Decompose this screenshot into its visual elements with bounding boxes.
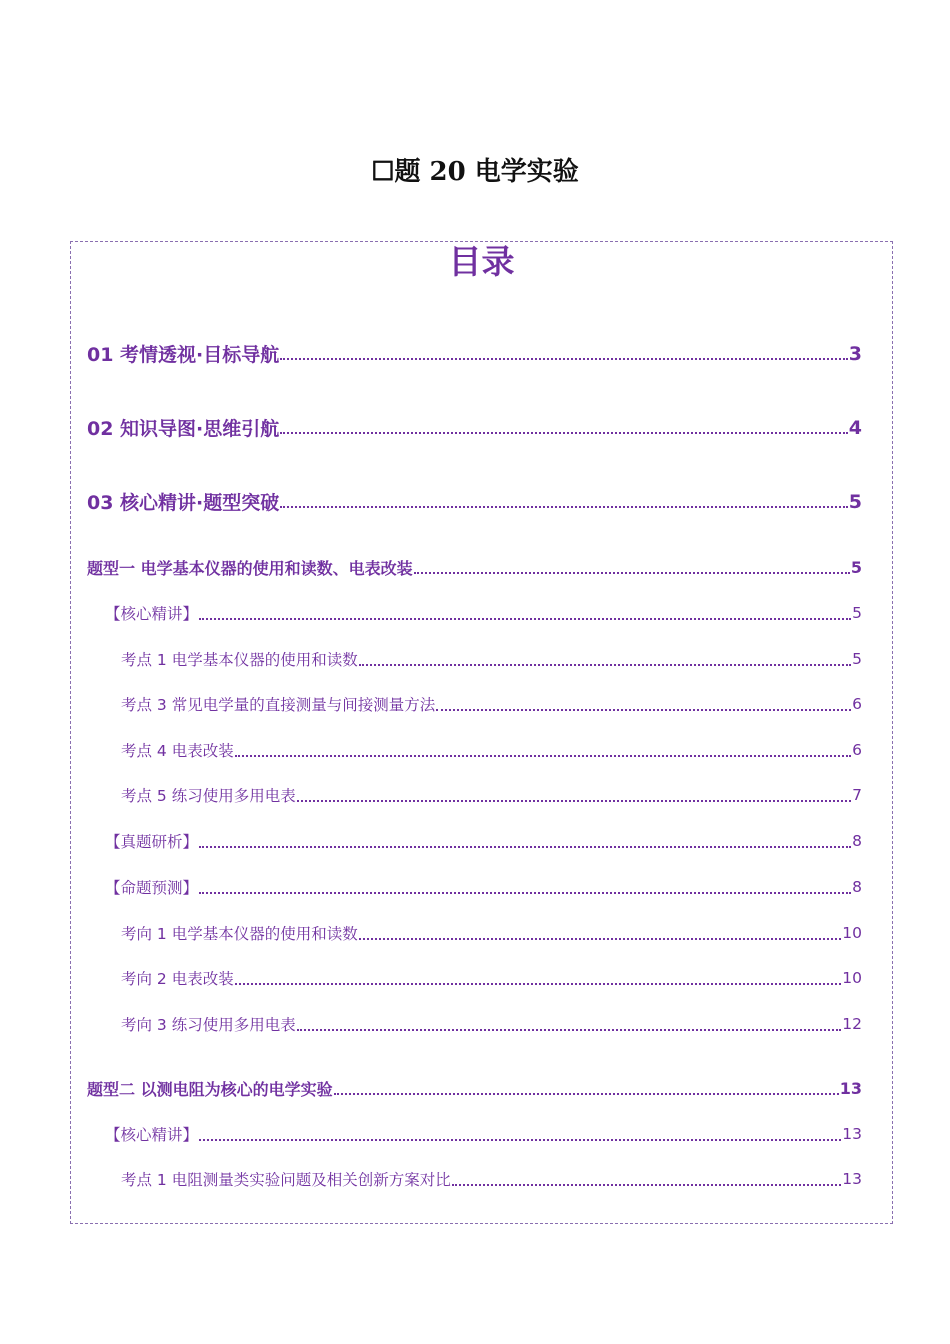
toc-dot-leader: [297, 799, 851, 802]
toc-entry[interactable]: [87, 1168, 862, 1190]
toc-dot-leader: [414, 571, 850, 574]
toc-entry-page: 12: [842, 1015, 862, 1033]
toc-entry-label: 【命题预测】: [105, 879, 199, 897]
toc-entry[interactable]: [87, 876, 862, 898]
toc-entry-page: 3: [848, 342, 862, 365]
toc-entry-page: 5: [852, 650, 862, 668]
toc-entry-page: 5: [848, 490, 862, 513]
toc-entry-page: 8: [852, 832, 862, 850]
toc-dot-leader: [452, 1183, 842, 1186]
toc-entry-label: 01 考情透视·目标导航: [87, 344, 280, 366]
toc-entry[interactable]: [87, 1123, 862, 1145]
toc-entry-page: 10: [842, 924, 862, 942]
toc-dot-leader: [199, 891, 851, 894]
toc-dot-leader: [199, 1138, 841, 1141]
toc-entry-page: 10: [842, 969, 862, 987]
toc-entry-label: 考向 3 练习使用多用电表: [121, 1016, 296, 1034]
toc-dot-leader: [359, 937, 842, 940]
toc-entry[interactable]: [87, 340, 862, 367]
toc-entry[interactable]: [87, 414, 862, 441]
toc-entry[interactable]: [87, 1077, 862, 1100]
toc-entry-label: 考点 1 电学基本仪器的使用和读数: [121, 651, 358, 669]
toc-dot-leader: [280, 431, 847, 434]
table-of-contents: [70, 241, 893, 1224]
toc-dot-leader: [334, 1092, 839, 1095]
toc-entry-page: 6: [852, 741, 862, 759]
toc-dot-leader: [280, 505, 847, 508]
toc-entry-page: 13: [839, 1079, 862, 1098]
toc-entry[interactable]: [87, 648, 862, 670]
toc-dot-leader: [436, 708, 851, 711]
toc-entry[interactable]: [87, 556, 862, 579]
toc-dot-leader: [199, 845, 851, 848]
toc-entry[interactable]: [87, 830, 862, 852]
toc-entry[interactable]: [87, 784, 862, 806]
toc-entry[interactable]: [87, 488, 862, 515]
toc-dot-leader: [359, 663, 851, 666]
toc-entry-label: 【核心精讲】: [105, 1126, 199, 1144]
toc-dot-leader: [199, 617, 851, 620]
toc-entry-label: 03 核心精讲·题型突破: [87, 492, 280, 514]
toc-entry-label: 考向 2 电表改装: [121, 970, 234, 988]
toc-dot-leader: [235, 982, 842, 985]
toc-entry-page: 13: [842, 1125, 862, 1143]
toc-entry[interactable]: [87, 922, 862, 944]
toc-entry-label: 考点 4 电表改装: [121, 742, 234, 760]
toc-dot-leader: [280, 357, 847, 360]
toc-dot-leader: [297, 1028, 842, 1031]
toc-entry-label: 02 知识导图·思维引航: [87, 418, 280, 440]
toc-entry-page: 4: [848, 416, 862, 439]
toc-entry-page: 5: [852, 604, 862, 622]
toc-entry[interactable]: [87, 693, 862, 715]
toc-entry-page: 5: [850, 558, 862, 577]
toc-entry-label: 考点 3 常见电学量的直接测量与间接测量方法: [121, 696, 436, 714]
document-title: ☐题 20 电学实验: [371, 157, 579, 187]
toc-entry[interactable]: [87, 967, 862, 989]
toc-entry[interactable]: [87, 1013, 862, 1035]
toc-entry-label: 考点 5 练习使用多用电表: [121, 787, 296, 805]
toc-entry[interactable]: [87, 739, 862, 761]
toc-heading: 目录: [448, 242, 515, 281]
toc-entry-page: 13: [842, 1170, 862, 1188]
toc-entry[interactable]: [87, 602, 862, 624]
toc-entry-page: 8: [852, 878, 862, 896]
toc-entry-page: 6: [852, 695, 862, 713]
toc-dot-leader: [235, 754, 851, 757]
toc-entry-label: 题型一 电学基本仪器的使用和读数、电表改装: [87, 559, 413, 578]
toc-entry-label: 【真题研析】: [105, 833, 199, 851]
toc-entry-label: 考向 1 电学基本仪器的使用和读数: [121, 925, 358, 943]
toc-entry-label: 考点 1 电阻测量类实验问题及相关创新方案对比: [121, 1171, 451, 1189]
toc-entry-label: 【核心精讲】: [105, 605, 199, 623]
toc-entry-label: 题型二 以测电阻为核心的电学实验: [87, 1080, 333, 1099]
toc-entry-page: 7: [852, 786, 862, 804]
